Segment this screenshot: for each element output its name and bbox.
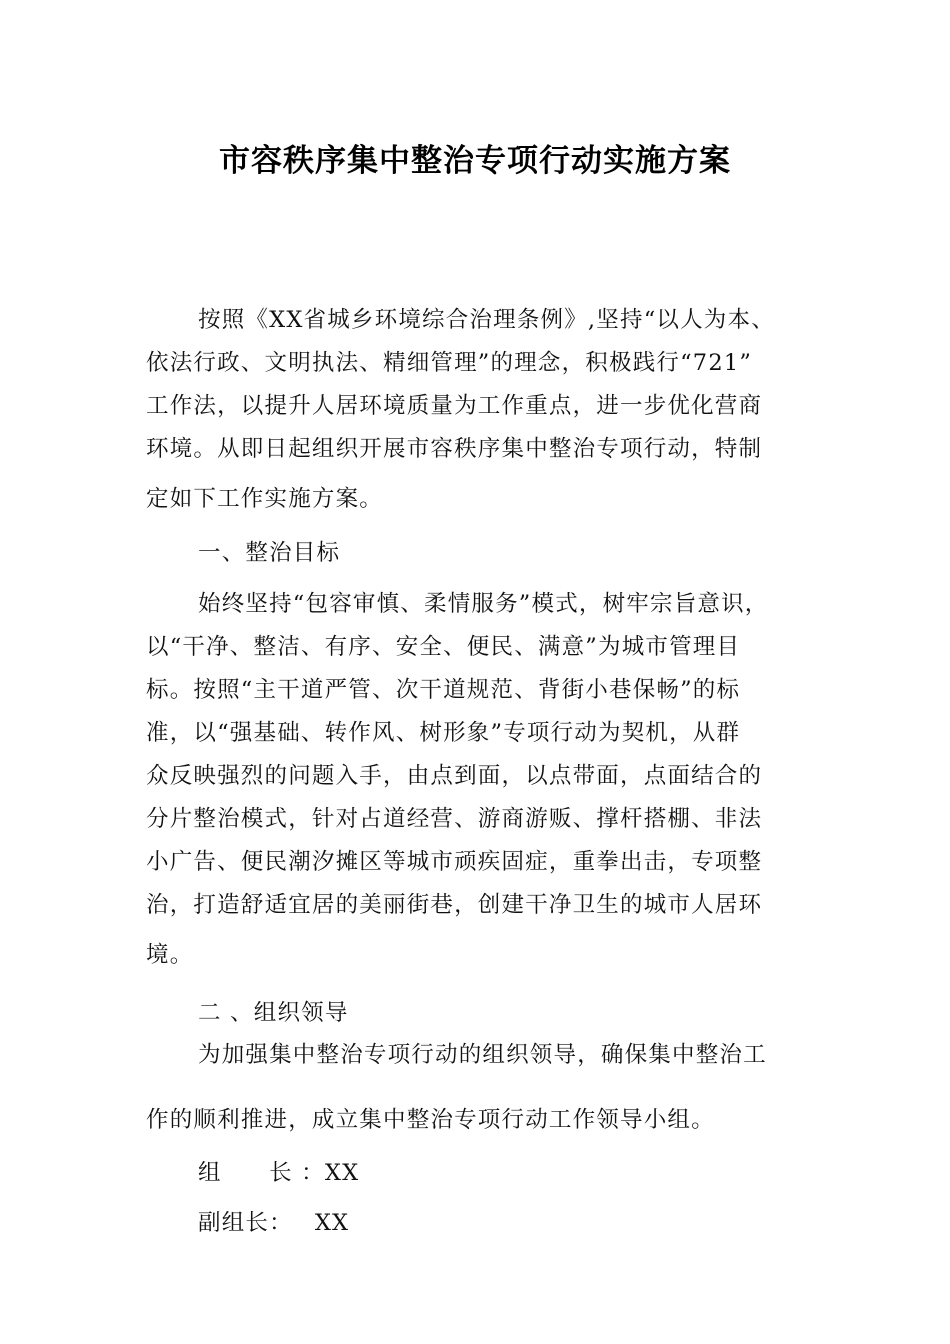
leader-value: XX: [324, 1160, 360, 1186]
section-heading-leadership: 二 、组织领导: [198, 1000, 349, 1026]
document-title: 市容秩序集中整治专项行动实施方案: [219, 143, 731, 179]
paragraph-line: 小广告、便民潮汐摊区等城市顽疾固症，重拳出击，专项整: [146, 849, 763, 875]
paragraph-line: 境。: [146, 942, 194, 968]
paragraph-line: 众反映强烈的问题入手，由点到面，以点带面，点面结合的: [146, 763, 763, 789]
paragraph-line: 分片整治模式，针对占道经营、游商游贩、撑杆搭棚、非法: [146, 806, 763, 832]
intro-paragraph: [146, 299, 806, 521]
paragraph-line: 依法行政、文明执法、精细管理”的理念，积极践行“721”: [146, 350, 753, 376]
paragraph-line: 治，打造舒适宜居的美丽街巷，创建干净卫生的城市人居环: [146, 892, 763, 918]
leader-row: [198, 1155, 359, 1187]
leadership-paragraph: [146, 1034, 806, 1142]
paragraph-line: 为加强集中整治专项行动的组织领导，确保集中整治工: [198, 1042, 767, 1068]
section-heading-goals: 一、整治目标: [198, 540, 341, 566]
leader-label: 组 长 ：: [198, 1160, 325, 1186]
deputy-leader-value: XX: [314, 1210, 350, 1236]
paragraph-line: 工作法，以提升人居环境质量为工作重点，进一步优化营商: [146, 393, 763, 419]
paragraph-line: 标。按照“主干道严管、次干道规范、背街小巷保畅”的标: [146, 677, 741, 703]
paragraph-line: 准，以“强基础、转作风、树形象”专项行动为契机，从群: [146, 720, 741, 746]
paragraph-line: 作的顺利推进，成立集中整治专项行动工作领导小组。: [146, 1107, 715, 1133]
goals-paragraph: [146, 583, 806, 977]
paragraph-line: 始终坚持“包容审慎、柔情服务”模式，树牢宗旨意识，: [198, 591, 769, 617]
deputy-leader-label: 副组长：: [198, 1210, 293, 1236]
paragraph-line: 定如下工作实施方案。: [146, 486, 384, 512]
paragraph-line: 以“干净、整洁、有序、安全、便民、满意”为城市管理目: [146, 634, 741, 660]
paragraph-line: 按照《XX省城乡环境综合治理条例》,坚持“以人为本、: [198, 307, 775, 333]
deputy-leader-row: [198, 1205, 349, 1237]
paragraph-line: 环境。从即日起组织开展市容秩序集中整治专项行动，特制: [146, 436, 763, 462]
